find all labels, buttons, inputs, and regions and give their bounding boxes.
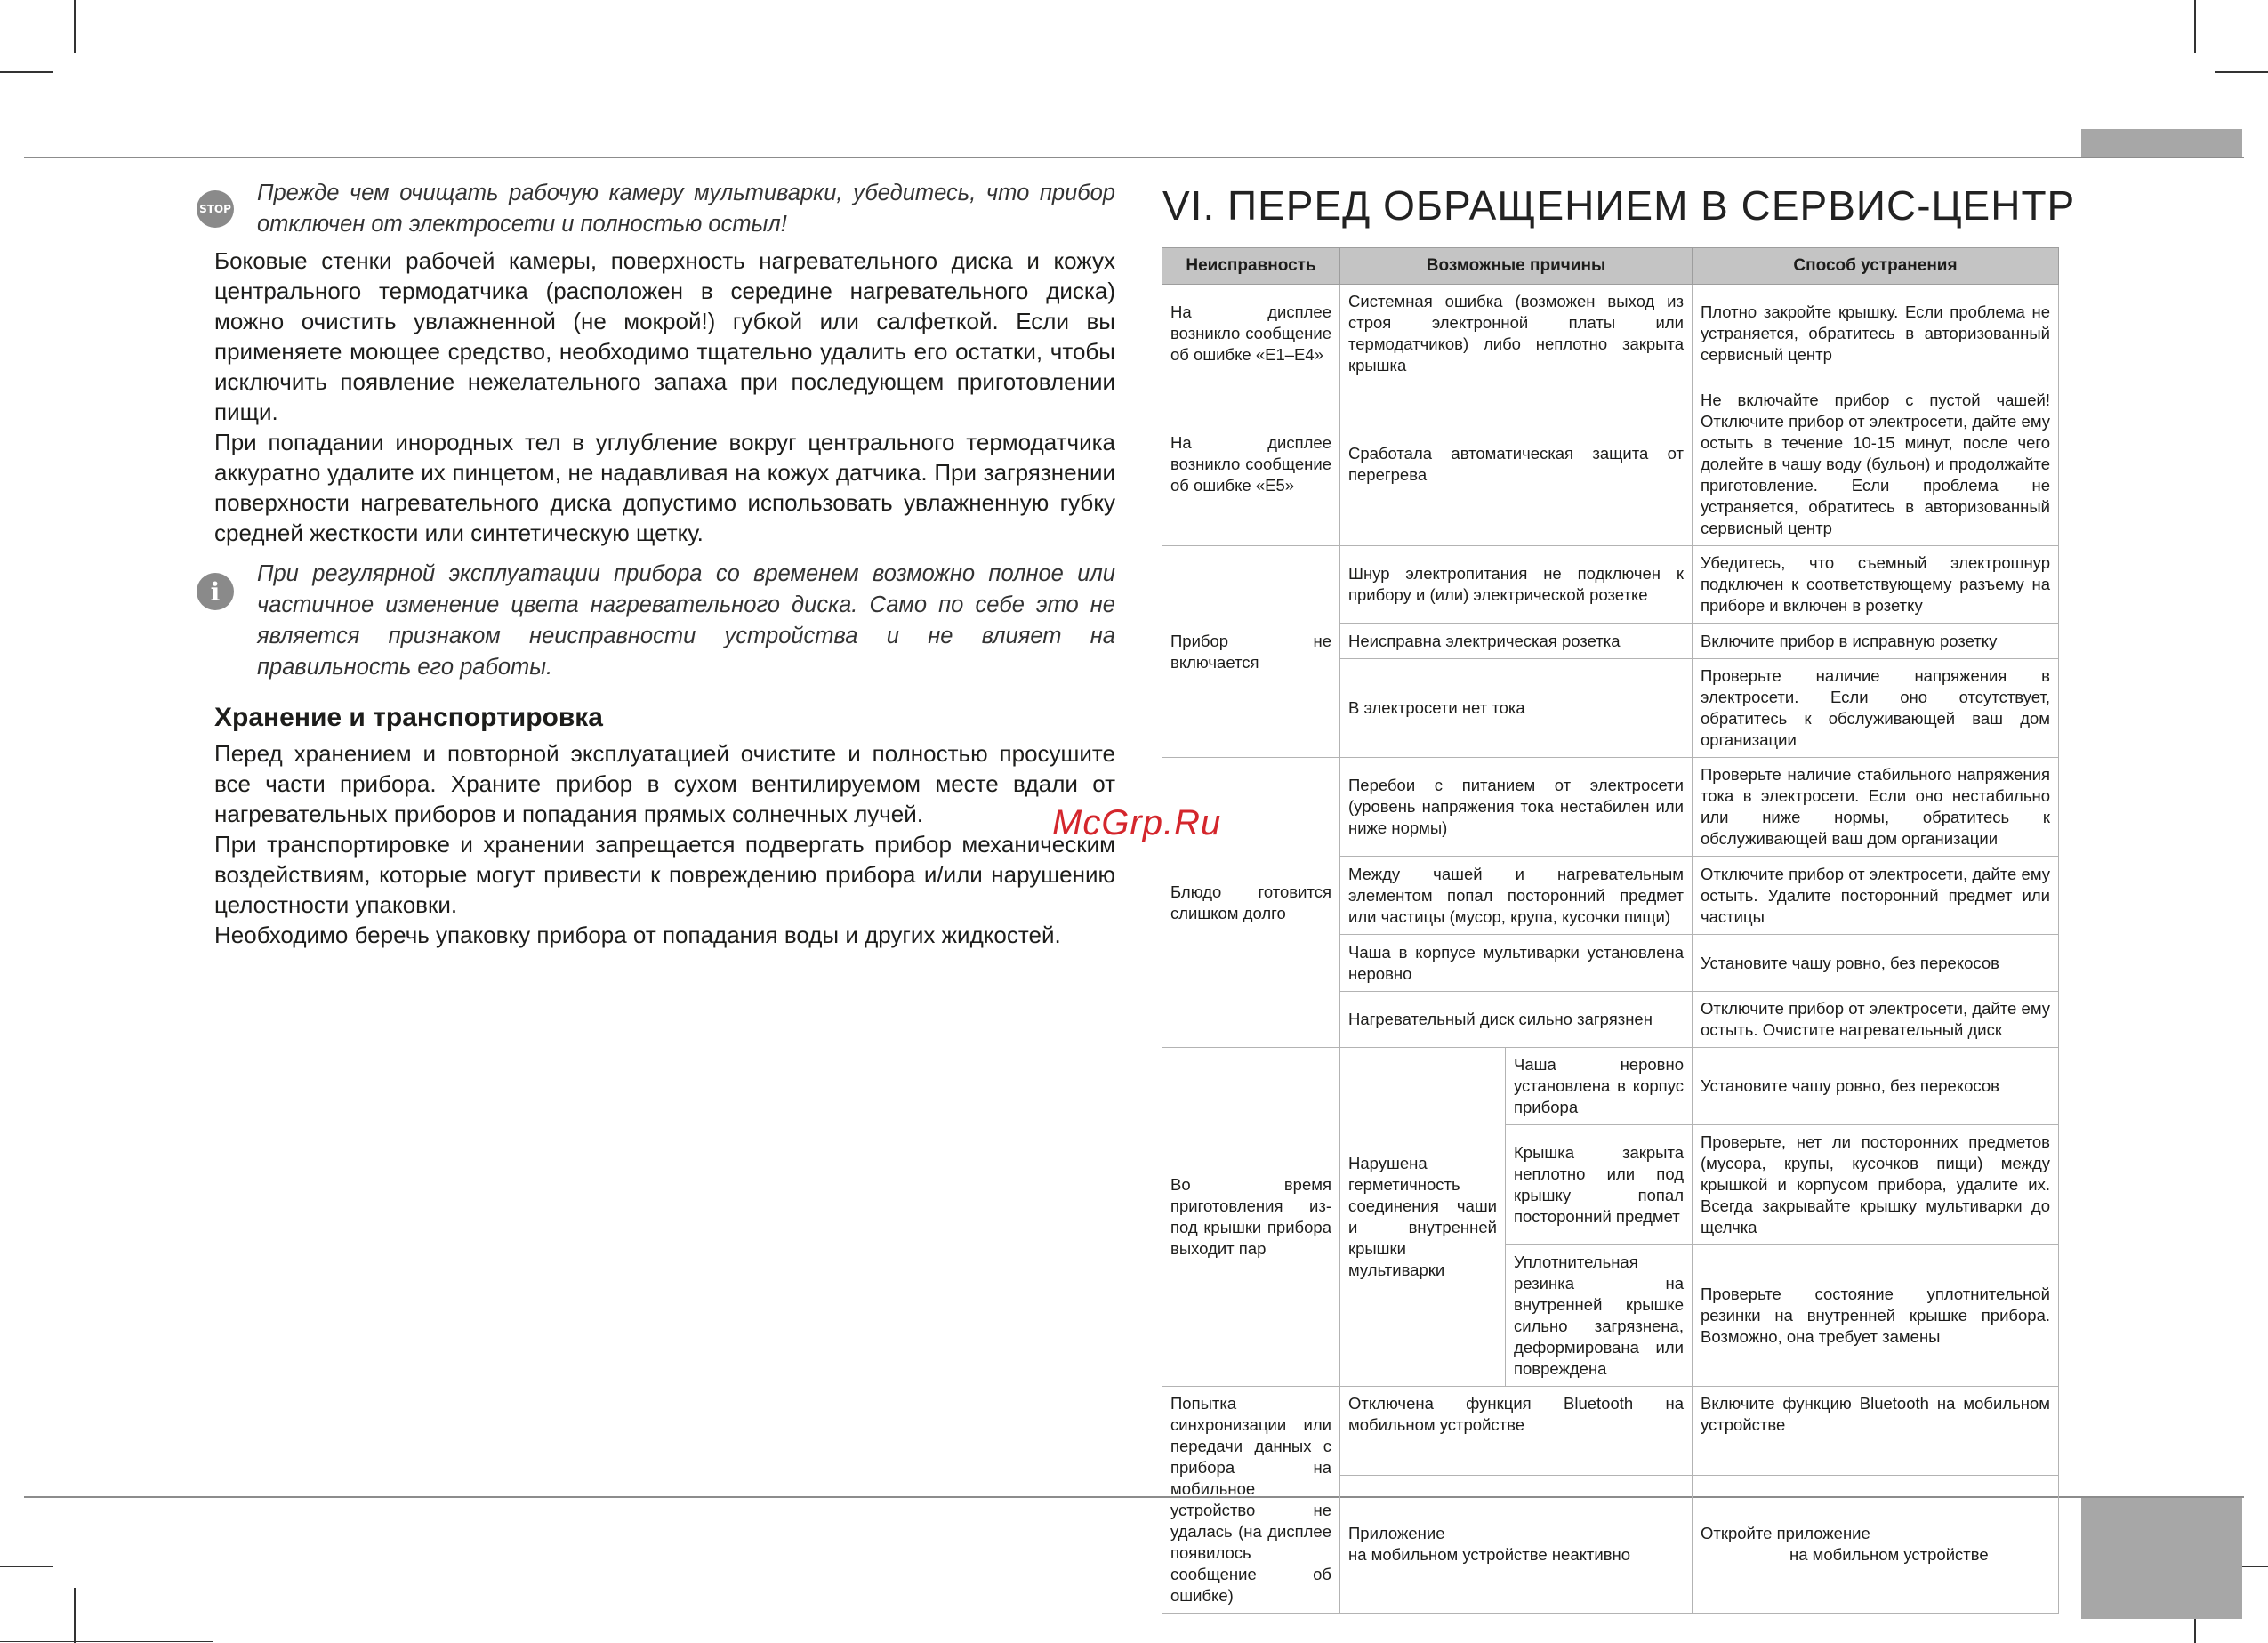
cause-text-line-2: на мобильном устройстве неактивно — [1348, 1545, 1631, 1565]
fix-cell: Включите прибор в исправную розетку — [1693, 624, 2059, 659]
cause-cell: Чаша в корпусе мультиварки установлена неровно — [1340, 935, 1693, 992]
troubleshooting-table — [1162, 247, 2059, 1614]
left-column — [199, 178, 1115, 950]
cleaning-paragraph-2: При попадании инородных тел в углубление вокруг центрального термодатчика аккуратно удалите их пинцетом, не надавливая на кожух датчика. При загрязнении поверхности нагревательного диска допустимо использовать увлажненную губку средней жесткости или синтетическую щетку. — [214, 429, 1115, 546]
sub-cause-cell: Чаша неровно установлена в корпус прибора — [1506, 1048, 1693, 1125]
crop-mark-top-left — [74, 0, 76, 53]
fix-cell: Проверьте наличие стабильного напряжения тока в электросети. Если оно нестабильно или ниже нормы, обратитесь к обслуживающей ваш дом организации — [1693, 758, 2059, 857]
fix-cell: Проверьте, нет ли посторонних предметов (мусора, крупы, кусочков пищи) между крышкой и корпусом прибора, удалите их. Всегда закрывайте крышку мультиварки до щелчка — [1693, 1125, 2059, 1245]
table-row — [1162, 546, 2059, 624]
fix-text-line-1: Откройте приложение — [1701, 1524, 1870, 1543]
crop-mark-right-top — [2215, 71, 2268, 73]
storage-paragraph-3: Необходимо беречь упаковку прибора от попадания воды и других жидкостей. — [214, 922, 1061, 948]
cause-cell: Шнур электропитания не подключен к прибору и (или) электрической розетке — [1340, 546, 1693, 624]
header-cause: Возможные причины — [1340, 248, 1693, 285]
sub-cause-cell: Крышка закрыта неплотно или под крышку попал посторонний предмет — [1506, 1125, 1693, 1245]
cause-cell — [1340, 1476, 1693, 1614]
cause-cell: Нагревательный диск сильно загрязнен — [1340, 992, 1693, 1048]
sub-cause-cell: Уплотнительная резинка на внутренней крышке сильно загрязнена, деформирована или повреждена — [1506, 1245, 1693, 1387]
fix-cell: Отключите прибор от электросети, дайте ему остыть. Удалите посторонний предмет или частицы — [1693, 857, 2059, 935]
storage-heading: Хранение и транспортировка — [214, 703, 603, 732]
crop-mark-bottom-left — [74, 1588, 76, 1643]
section-title: VI. ПЕРЕД ОБРАЩЕНИЕМ В СЕРВИС-ЦЕНТР — [1162, 182, 2076, 229]
cause-cell: Отключена функция Bluetooth на мобильном устройстве — [1340, 1387, 1693, 1476]
cause-cell: Между чашей и нагревательным элементом попал посторонний предмет или частицы (мусор, крупа, кусочки пищи) — [1340, 857, 1693, 935]
table-row — [1162, 285, 2059, 383]
info-note-text: При регулярной эксплуатации прибора со временем возможно полное или частичное изменение цвета нагревательного диска. Само по себе это не является признаком неисправности устройства и не влияет на правильность его работы. — [257, 561, 1115, 680]
fix-cell — [1693, 1476, 2059, 1614]
fault-cell: Во время приготовления из-под крышки прибора выходит пар — [1162, 1048, 1340, 1387]
fault-cell: Попытка синхронизации или передачи данных с прибора на мобильное устройство не удалась (на дисплее появилось сообщение об ошибке) — [1162, 1387, 1340, 1614]
fault-cell: Прибор не включается — [1162, 546, 1340, 758]
fix-cell: Убедитесь, что съемный электрошнур подключен к соответствующему разъему на приборе и включен в розетку — [1693, 546, 2059, 624]
cause-cell: Системная ошибка (возможен выход из строя электронной платы или термодатчиков) либо неплотно закрыта крышка — [1340, 285, 1693, 383]
fix-cell: Проверьте наличие напряжения в электросети. Если оно отсутствует, обратитесь к обслуживающей ваш дом организации — [1693, 659, 2059, 758]
header-tab-block — [2081, 129, 2242, 157]
crop-mark-left-top — [0, 71, 53, 73]
top-rule — [24, 157, 2244, 158]
header-fix: Способ устранения — [1693, 248, 2059, 285]
stop-note — [199, 178, 1115, 240]
cleaning-paragraph-1: Боковые стенки рабочей камеры, поверхность нагревательного диска и кожух центрального термодатчика (расположен в середине нагревательного диска) можно очистить увлажненной (не мокрой!) губкой или салфеткой. Если вы применяете моющее средство, необходимо тщательно удалить его остатки, чтобы исключить появление нежелательного запаха при последующем приготовлении пищи. — [214, 247, 1115, 425]
fix-cell: Установите чашу ровно, без перекосов — [1693, 1048, 2059, 1125]
table-row — [1162, 383, 2059, 546]
table-row — [1162, 758, 2059, 857]
fault-cell: Блюдо готовится слишком долго — [1162, 758, 1340, 1048]
crop-mark-top-right — [2194, 0, 2196, 53]
cause-text-line-1: Приложение — [1348, 1524, 1445, 1543]
crop-mark-left-bottom — [0, 1566, 53, 1567]
info-icon: i — [197, 573, 234, 610]
fault-cell: На дисплее возникло сообщение об ошибке «Е1–Е4» — [1162, 285, 1340, 383]
stop-icon: STOP — [197, 190, 234, 228]
fix-text-line-2: на мобильном устройстве — [1789, 1545, 1989, 1565]
stop-note-text: Прежде чем очищать рабочую камеру мультиварки, убедитесь, что прибор отключен от электросети и полностью остыл! — [257, 181, 1115, 237]
fix-cell: Плотно закройте крышку. Если проблема не устраняется, обратитесь в авторизованный сервисный центр — [1693, 285, 2059, 383]
storage-paragraph-2: При транспортировке и хранении запрещается подвергать прибор механическим воздействиям, которые могут привести к повреждению прибора и/или нарушению целостности упаковки. — [214, 831, 1115, 918]
watermark: McGrp.Ru — [1052, 803, 1222, 842]
table-row — [1162, 1387, 2059, 1476]
fault-cell: На дисплее возникло сообщение об ошибке «Е5» — [1162, 383, 1340, 546]
fix-cell: Не включайте прибор с пустой чашей! Отключите прибор от электросети, дайте ему остыть в течение 10-15 минут, после чего долейте в чашу воду (бульон) и продолжайте приготовление. Если проблема не устраняется, обратитесь в авторизованный сервисный центр — [1693, 383, 2059, 546]
cause-cell: В электросети нет тока — [1340, 659, 1693, 758]
storage-paragraph-1: Перед хранением и повторной эксплуатацией очистите и полностью просушите все части прибора. Храните прибор в сухом вентилируемом месте вдали от нагревательных приборов и попадания прямых солнечных лучей. — [214, 740, 1115, 827]
header-fault: Неисправность — [1162, 248, 1340, 285]
bottom-edge-line — [0, 1641, 213, 1642]
fix-cell: Проверьте состояние уплотнительной резинки на внутренней крышке прибора. Возможно, она требует замены — [1693, 1245, 2059, 1387]
cause-cell: Сработала автоматическая защита от перегрева — [1340, 383, 1693, 546]
cause-cell: Нарушена герметичность соединения чаши и внутренней крышки мультиварки — [1340, 1048, 1506, 1387]
info-note — [210, 559, 1115, 683]
table-header-row — [1162, 248, 2059, 285]
cause-cell: Перебои с питанием от электросети (уровень напряжения тока нестабилен или ниже нормы) — [1340, 758, 1693, 857]
cause-cell: Неисправна электрическая розетка — [1340, 624, 1693, 659]
page-number-block — [2081, 1498, 2242, 1619]
fix-cell: Включите функцию Bluetooth на мобильном устройстве — [1693, 1387, 2059, 1476]
table-row — [1162, 1048, 2059, 1125]
fix-cell: Установите чашу ровно, без перекосов — [1693, 935, 2059, 992]
fix-cell: Отключите прибор от электросети, дайте ему остыть. Очистите нагревательный диск — [1693, 992, 2059, 1048]
